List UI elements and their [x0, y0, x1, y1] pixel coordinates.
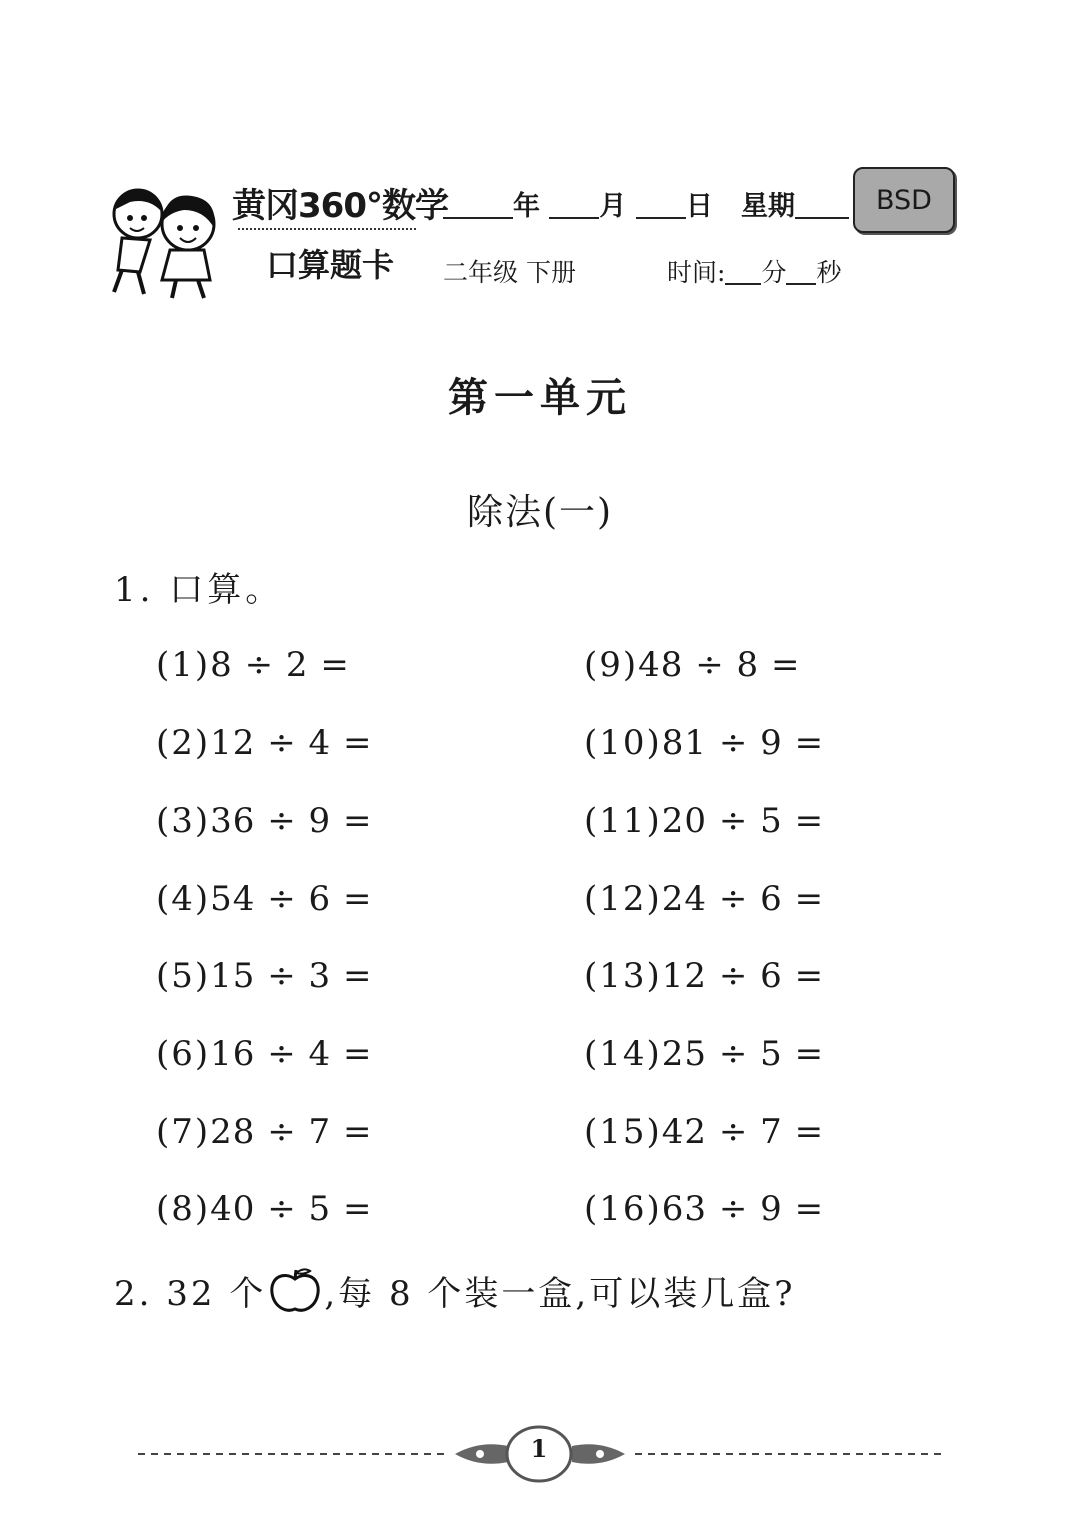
grade-label: 二年级 下册	[443, 258, 576, 287]
weekday-label: 星期	[741, 191, 796, 222]
year-label: 年	[513, 191, 540, 222]
month-label: 月	[599, 191, 627, 222]
day-label: 日	[685, 191, 713, 222]
problem-item: (2)12 ÷ 4 =	[156, 723, 373, 763]
problem-item: (16)63 ÷ 9 =	[584, 1189, 825, 1229]
date-line	[443, 184, 849, 223]
problem-item: (4)54 ÷ 6 =	[156, 879, 373, 919]
problem-item: (7)28 ÷ 7 =	[156, 1112, 373, 1152]
problem-item: (5)15 ÷ 3 =	[156, 956, 373, 996]
time-label: 时间:	[667, 258, 726, 287]
brand-subtitle: 口算题卡	[266, 246, 395, 284]
question-2-text: ,每 8 个装一盒,可以装几盒?	[324, 1274, 796, 1314]
minutes-label: 分	[761, 258, 787, 287]
question-2	[114, 1266, 795, 1315]
problem-item: (11)20 ÷ 5 =	[584, 801, 825, 841]
day-blank[interactable]	[636, 193, 686, 219]
apple-icon	[266, 1267, 324, 1315]
problem-item: (3)36 ÷ 9 =	[156, 801, 373, 841]
problem-item: (6)16 ÷ 4 =	[156, 1034, 373, 1074]
minutes-blank[interactable]	[725, 261, 761, 285]
month-blank[interactable]	[549, 193, 599, 219]
seconds-label: 秒	[816, 258, 842, 287]
brand-title: 黄冈360°数学	[232, 186, 448, 226]
edition-badge: BSD	[853, 167, 955, 233]
problem-item: (12)24 ÷ 6 =	[584, 879, 825, 919]
kids-illustration	[100, 180, 240, 300]
problem-item: (10)81 ÷ 9 =	[584, 723, 825, 763]
unit-title: 第一单元	[448, 374, 632, 421]
question-2-prefix: 2. 32 个	[114, 1274, 267, 1314]
brand-divider	[238, 228, 416, 230]
time-line	[667, 253, 841, 289]
section-title: 除法(一)	[466, 492, 614, 533]
problem-item: (1)8 ÷ 2 =	[156, 645, 350, 685]
problem-item: (13)12 ÷ 6 =	[584, 956, 825, 996]
page-number: 1	[530, 1434, 548, 1463]
problem-item: (14)25 ÷ 5 =	[584, 1034, 825, 1074]
problem-item: (8)40 ÷ 5 =	[156, 1189, 373, 1229]
seconds-blank[interactable]	[786, 261, 816, 285]
year-blank[interactable]	[443, 193, 513, 219]
weekday-blank[interactable]	[795, 193, 849, 219]
question-1-label: 1. 口算。	[114, 570, 284, 610]
problem-item: (9)48 ÷ 8 =	[584, 645, 801, 685]
problem-item: (15)42 ÷ 7 =	[584, 1112, 825, 1152]
